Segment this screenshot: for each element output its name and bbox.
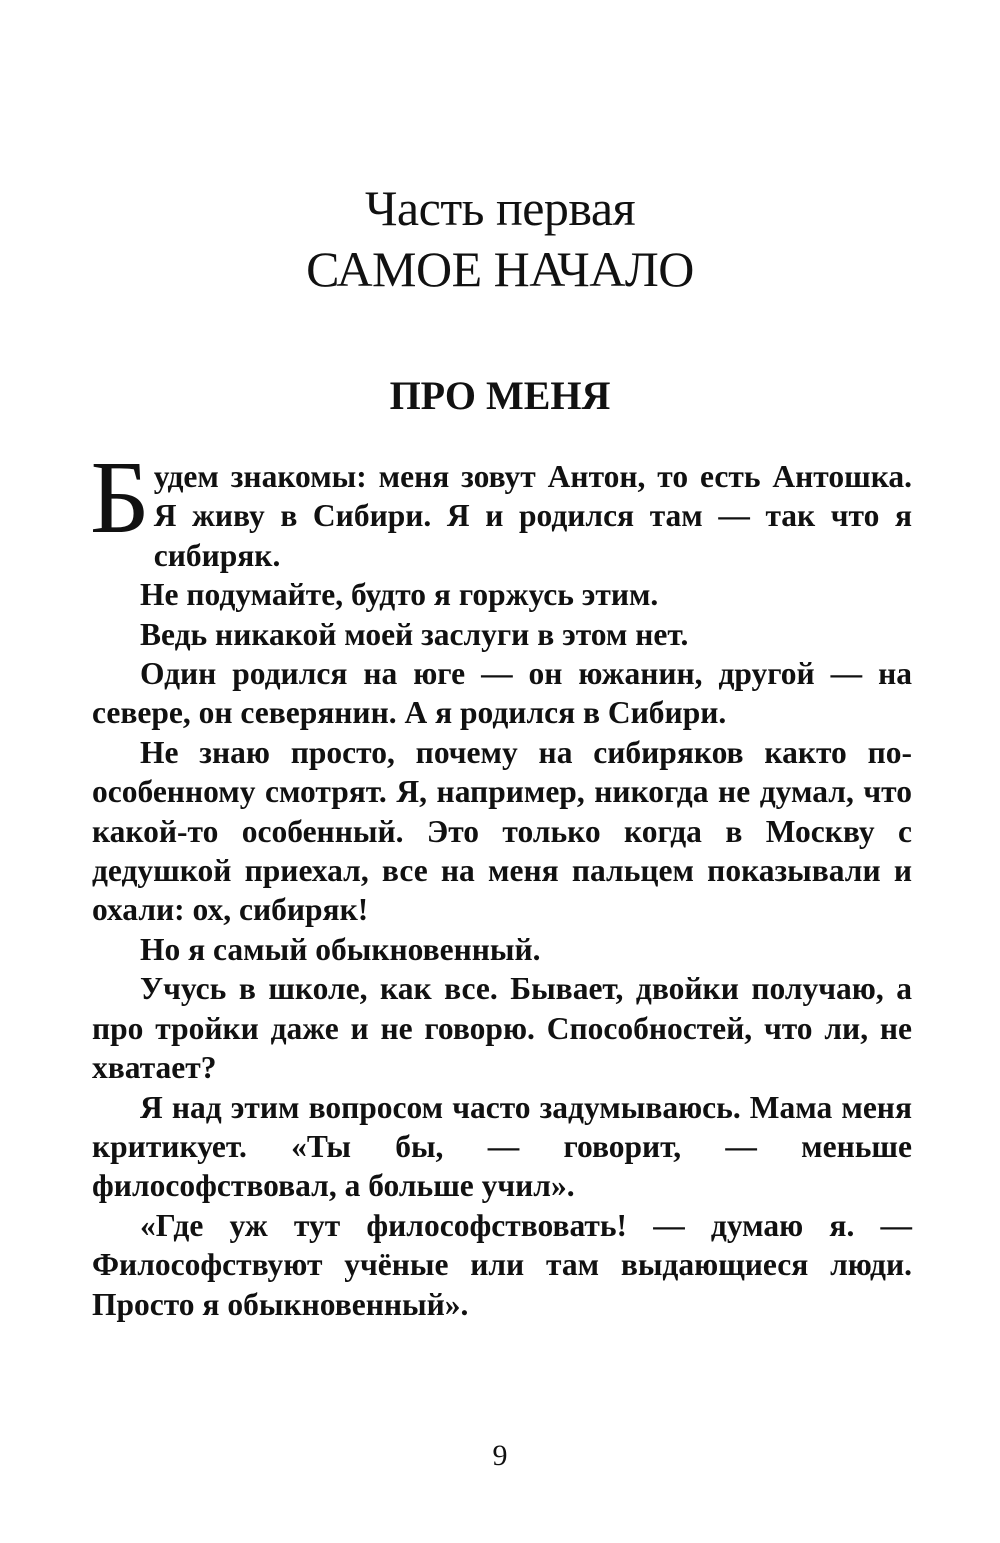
- paragraph-4: Один родился на юге — он южанин, другой — на севере, он северянин. А я родился в Сибири.: [92, 656, 912, 731]
- drop-cap: Б: [90, 440, 150, 555]
- paragraph-1: [90, 440, 912, 575]
- paragraph-2: Не подумайте, будто я горжусь этим.: [140, 577, 659, 613]
- paragraph-5: Не знаю просто, почему на сибиряков както по-особенному смотрят. Я, например, никогда не думал, что какой-то особенный. Это только когда в Москву с дедушкой приехал, все на меня пальцем показывали и охали: ох, сибиряк!: [92, 734, 912, 928]
- chapter-title: ПРО МЕНЯ: [389, 373, 611, 418]
- paragraph-8: Я над этим вопросом часто задумываюсь. Мама меня критикует. «Ты бы, — говорит, — меньше философствовал, а больше учил».: [92, 1089, 912, 1204]
- body-text: [90, 440, 912, 1324]
- paragraph-3: Ведь никакой моей заслуги в этом нет.: [140, 616, 689, 652]
- paragraph-1-text: удем знакомы: меня зовут Антон, то есть Антошка. Я живу в Сибири. Я и родился там — так что я сибиряк.: [153, 459, 912, 573]
- paragraph-7: Учусь в школе, как все. Бывает, двойки получаю, а про тройки даже и не говорю. Способностей, что ли, не хватает?: [92, 971, 912, 1086]
- part-label: Часть первая: [364, 180, 636, 236]
- paragraph-9: «Где уж тут философствовать! — думаю я. — Философствуют учёные или там выдающиеся люди. Просто я обыкновенный».: [92, 1207, 912, 1322]
- page-number: 9: [492, 1439, 508, 1472]
- part-title: САМОЕ НАЧАЛО: [306, 241, 694, 297]
- paragraph-6: Но я самый обыкновенный.: [140, 931, 541, 967]
